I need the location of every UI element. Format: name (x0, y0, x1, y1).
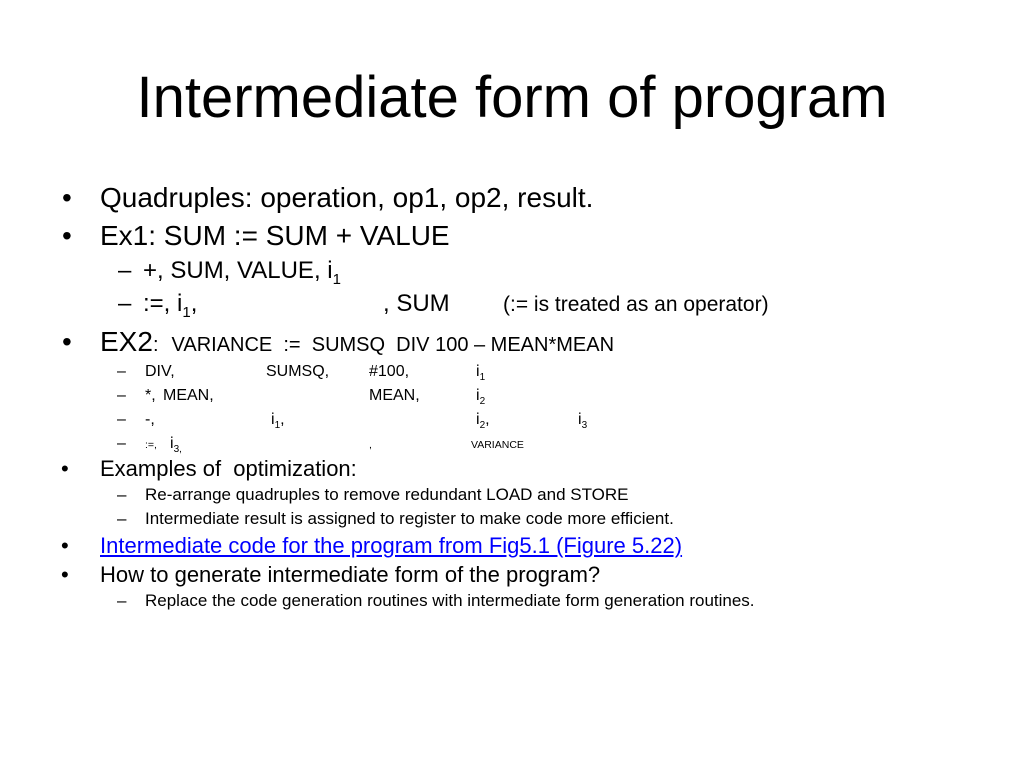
quad-op: DIV, (145, 363, 175, 380)
quad-text: +, SUM, VALUE, i (143, 257, 333, 284)
quad-subscript: 3 (581, 420, 588, 431)
ex2-colon: : (152, 334, 159, 356)
quad-op1 (271, 410, 476, 429)
bullet-item-ex1 (62, 219, 450, 253)
bullet-item-how-to (61, 562, 600, 588)
ex1-quad-2 (118, 290, 769, 319)
quad-subscript: 1 (182, 304, 191, 321)
bullet-marker: • (61, 562, 69, 587)
quad-subscript: 3, (173, 444, 182, 455)
quad-result: VARIANCE (471, 439, 524, 451)
quad-op1: MEAN, (163, 387, 214, 404)
bullet-item-quadruples (62, 181, 593, 215)
quad-separator: , (280, 411, 285, 428)
dash-marker: – (117, 485, 127, 504)
dash-marker: – (117, 363, 126, 380)
ex2-label: EX2 (100, 326, 153, 357)
quad-result (476, 362, 485, 381)
ex2-quad-3 (117, 410, 587, 429)
quad-separator: , (485, 411, 490, 428)
ex2-quad-2 (117, 386, 485, 405)
quad-op2: MEAN, (369, 387, 420, 404)
quad-result-var: i (578, 411, 582, 428)
quad-note: (:= is treated as an operator) (503, 293, 769, 316)
quad-separator: , (190, 290, 198, 317)
optimization-point-text: Intermediate result is assigned to register to make code more efficient. (145, 509, 674, 528)
slide-title: Intermediate form of program (136, 65, 888, 130)
dash-marker: – (117, 435, 126, 452)
how-to-point-1 (117, 591, 755, 611)
quad-op: :=, (145, 439, 157, 451)
quad-op1-var: i (271, 411, 275, 428)
quad-op2-var: i (476, 411, 480, 428)
optimization-point-2 (117, 509, 674, 529)
dash-marker: – (117, 509, 127, 528)
bullet-item-link (61, 533, 682, 559)
dash-marker: – (117, 411, 126, 428)
quad-op: -, (145, 411, 155, 428)
quad-subscript: 2 (479, 420, 486, 431)
ex2-expression: VARIANCE := SUMSQ DIV 100 – MEAN*MEAN (171, 334, 615, 356)
dash-marker: – (117, 591, 127, 610)
optimization-point-1 (117, 485, 629, 505)
bullet-marker: • (61, 456, 69, 481)
ex2-quad-4 (117, 434, 524, 453)
optimization-heading: Examples of optimization: (100, 456, 357, 481)
quad-op2 (476, 410, 578, 429)
how-to-heading: How to generate intermediate form of the program? (100, 562, 601, 587)
bullet-marker: • (62, 220, 72, 251)
quad-op2: #100, (369, 363, 410, 380)
bullet-marker: • (62, 182, 72, 213)
how-to-point-text: Replace the code generation routines with intermediate form generation routines. (145, 591, 755, 610)
dash-marker: – (118, 290, 132, 317)
quad-subscript: 1 (332, 271, 341, 288)
ex1-heading: Ex1: SUM := SUM + VALUE (100, 220, 450, 251)
quad-op: *, (145, 387, 156, 404)
quad-op1-var: i (170, 435, 174, 452)
optimization-point-text: Re-arrange quadruples to remove redundant LOAD and STORE (145, 485, 629, 504)
ex2-quad-1 (117, 362, 485, 381)
bullet-marker: • (62, 326, 72, 357)
figure-link[interactable]: Intermediate code for the program from Fig5.1 (Figure 5.22) (100, 533, 683, 558)
quad-op1: SUMSQ, (266, 363, 330, 380)
quad-result (578, 410, 587, 429)
quad-result (476, 386, 485, 405)
dash-marker: – (118, 257, 132, 284)
bullet-marker: • (61, 533, 69, 558)
quad-subscript: 1 (274, 420, 281, 431)
quad-operation: :=, i (143, 290, 183, 317)
quad-result-var: i (476, 363, 480, 380)
bullet-item-optimization (61, 456, 357, 482)
bullet-text: Quadruples: operation, op1, op2, result. (100, 182, 594, 213)
quad-op1 (170, 434, 369, 453)
quad-result: , SUM (383, 290, 450, 317)
quad-result-var: i (476, 387, 480, 404)
quad-subscript: 2 (479, 396, 486, 407)
bullet-item-ex2 (62, 325, 614, 359)
quad-subscript: 1 (479, 372, 486, 383)
dash-marker: – (117, 387, 126, 404)
ex1-quad-1 (118, 257, 341, 286)
quad-operation-cell (143, 290, 383, 319)
quad-op2: , (369, 439, 372, 451)
